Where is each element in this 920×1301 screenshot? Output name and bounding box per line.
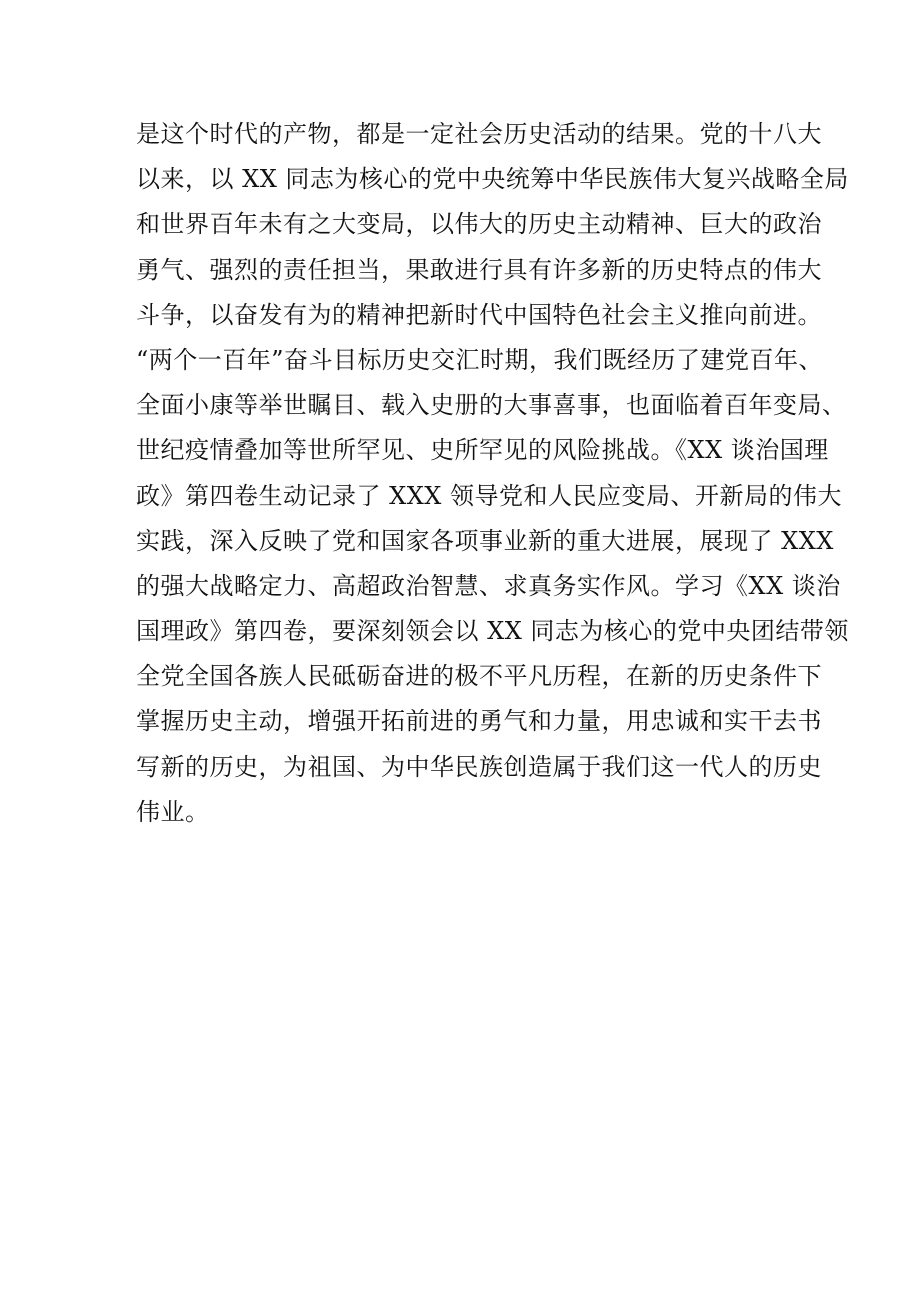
text-line: 斗争，以奋发有为的精神把新时代中国特色社会主义推向前进。 [136, 300, 822, 329]
text-line: 实践，深入反映了党和国家各项事业新的重大进展，展现了 XXX [136, 526, 834, 555]
text-line: 伟业。 [136, 797, 210, 826]
text-line: 的强大战略定力、高超政治智慧、求真务实作风。学习《XX 谈治 [136, 571, 841, 600]
text-line: “两个一百年”奋斗目标历史交汇时期，我们既经历了建党百年、 [136, 345, 824, 374]
text-line: 以来，以 XX 同志为核心的党中央统筹中华民族伟大复兴战略全局 [136, 165, 849, 194]
text-line: 是这个时代的产物，都是一定社会历史活动的结果。党的十八大 [136, 120, 822, 148]
text-line: 政》第四卷生动记录了 XXX 领导党和人民应变局、开新局的伟大 [136, 481, 843, 510]
text-line: 世纪疫情叠加等世所罕见、史所罕见的风险挑战。《XX 谈治国理 [136, 436, 829, 465]
text-line: 全面小康等举世瞩目、载入史册的大事喜事，也面临着百年变局、 [136, 391, 847, 420]
text-line: 掌握历史主动，增强开拓前进的勇气和力量，用忠诚和实干去书 [136, 707, 822, 736]
text-line: 全党全国各族人民砥砺奋进的极不平凡历程，在新的历史条件下 [136, 662, 822, 691]
text-line: 和世界百年未有之大变局，以伟大的历史主动精神、巨大的政治 [136, 210, 822, 239]
text-line: 国理政》第四卷，要深刻领会以 XX 同志为核心的党中央团结带领 [136, 617, 849, 646]
text-line: 写新的历史，为祖国、为中华民族创造属于我们这一代人的历史 [136, 752, 822, 781]
text-line: 勇气、强烈的责任担当，果敢进行具有许多新的历史特点的伟大 [136, 255, 822, 284]
body-paragraph [136, 112, 849, 835]
